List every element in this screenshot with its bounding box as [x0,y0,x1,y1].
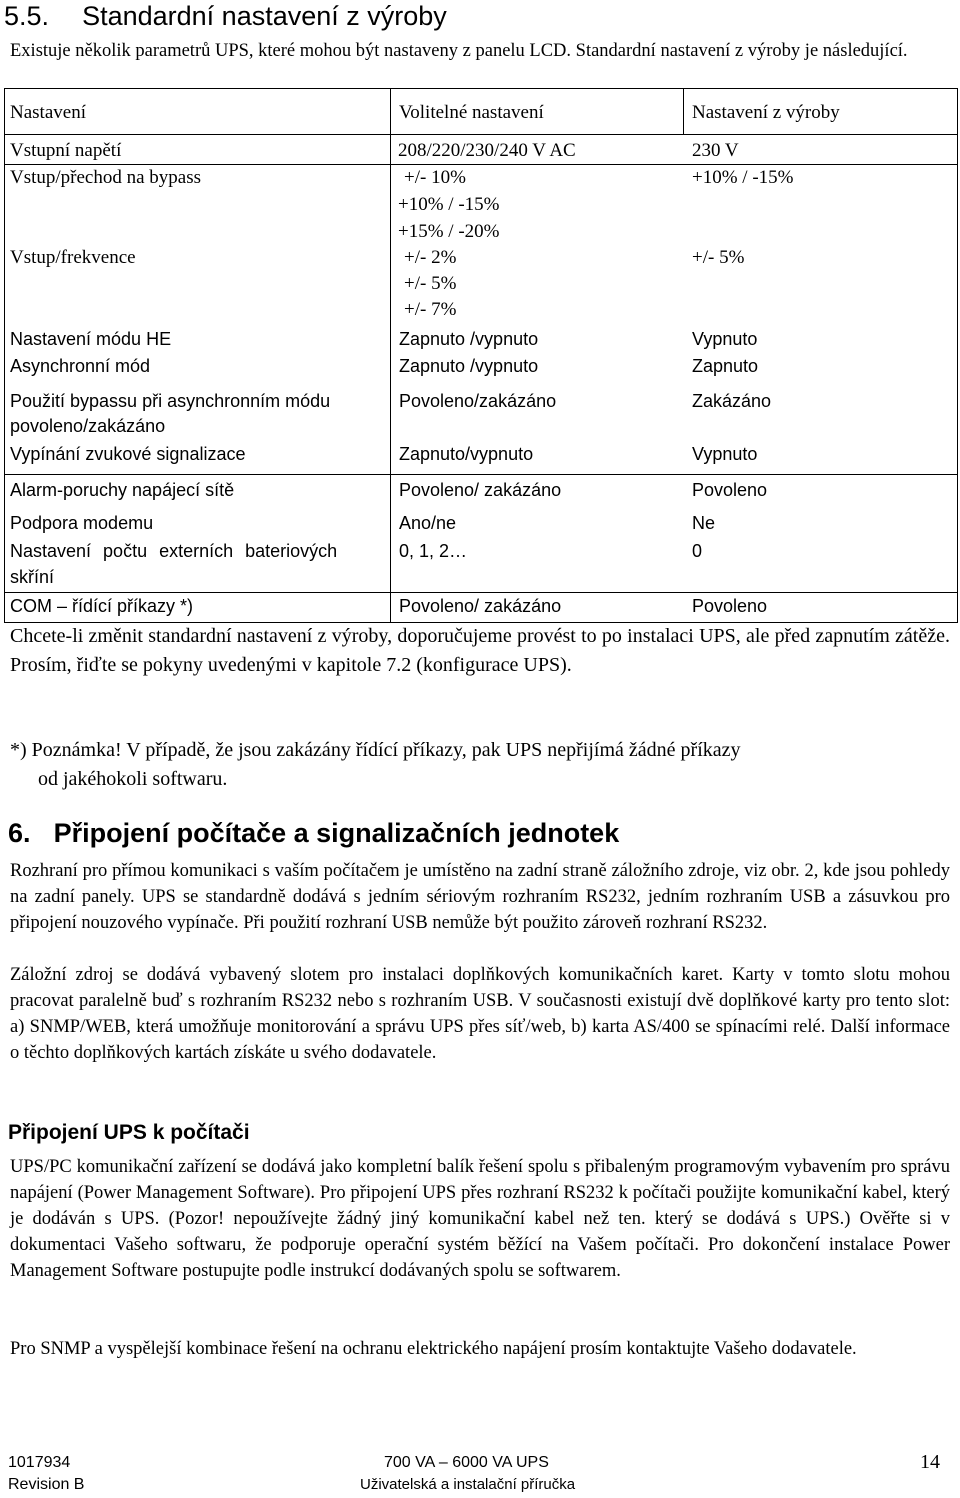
section-heading [4,1,447,31]
row-option: Povoleno/ zakázáno [399,480,562,500]
row-default: Vypnuto [692,329,758,349]
chapter-paragraph-1: Rozhraní pro přímou komunikaci s vaším počítačem je umístěno na zadní straně záložního zdroje, viz obr. 2, kde jsou pohledy na zadní panely. UPS se standardně dodává s jedním sériovým rozhraním RS232, jedním rozhraním USB a zásuvkou pro připojení nouzového vypínače. Při použití rozhraní USB nemůže být použito zároveň rozhraní RS232. [10,861,950,933]
row-option: 0, 1, 2… [399,541,468,561]
row-option: Ano/ne [399,513,457,533]
row-setting: Podpora modemu [10,513,154,533]
row-option: Povoleno/zakázáno [399,391,557,411]
row-option: 208/220/230/240 V AC [398,140,576,161]
chapter-number: 6. [8,818,31,848]
chapter-heading [8,818,619,848]
row-option: +10% / -15% [398,194,500,215]
row-default: Povoleno [692,480,768,500]
row-option: Zapnuto /vypnuto [399,356,539,376]
note [10,736,950,794]
row-default: Ne [692,513,716,533]
row-default: Vypnuto [692,444,758,464]
footer-manual: Uživatelská a instalační příručka [360,1476,576,1493]
row-option: +/- 5% [404,273,457,294]
footer-revision: Revision B [8,1476,85,1493]
factory-settings-table [4,88,958,622]
footer-product: 700 VA – 6000 VA UPS [384,1454,549,1471]
row-option: Zapnuto/vypnuto [399,444,534,464]
row-default: Zapnuto [692,356,759,376]
intro-paragraph: Existuje několik parametrů UPS, které mohou být nastaveny z panelu LCD. Standardní nastavení z výroby je následující. [10,41,908,61]
note-text: V případě, že jsou zakázány řídící příkazy, pak UPS nepřijímá žádné příkazy [126,739,741,761]
row-default: +/- 5% [692,247,745,268]
section-number: 5.5. [4,1,50,31]
row-setting: Asynchronní mód [10,356,151,376]
subsection-heading: Připojení UPS k počítači [8,1121,250,1144]
row-setting: Vstup/frekvence [10,247,136,268]
subsection-paragraph-1: UPS/PC komunikační zařízení se dodává jako kompletní balík řešení spolu s přibaleným programovým vybavením pro správu napájení (Power Management Software). Pro připojení UPS přes rozhraní RS232 k počítači použijte komunikační kabel, který je dodáván s UPS. (Pozor! nepoužívejte žádný jiný komunikační kabel než ten. který se dodává s UPS.) Ověřte si v dokumentaci Vašeho softwaru, že podporuje operační systém běžící na Vašem počítači. Pro dokončení instalace Power Management Software postupujte podle instrukcí dodávaných spolu se softwarem. [10,1157,950,1281]
row-option: +/- 10% [404,167,466,188]
chapter-paragraph-2: Záložní zdroj se dodává vybavený slotem pro instalaci doplňkových komunikačních karet. Karty v tomto slotu mohou pracovat paralelně buď s rozhraním RS232 nebo s rozhraním USB. V současnosti existují dvě doplňkové karty pro tento slot: a) SNMP/WEB, která umožňuje monitorování a správu UPS přes síť/web, b) karta AS/400 se spínacími relé. Další informace o těchto doplňkových kartách získáte u svého dodavatele. [10,965,950,1063]
row-setting: Nastavení počtu externích bateriových [10,541,338,561]
section-title: Standardní nastavení z výroby [82,1,447,31]
note-text-line2: od jakéhokoli softwaru. [38,768,228,790]
footer-doc-number: 1017934 [8,1454,71,1471]
row-default: +10% / -15% [692,167,794,188]
row-default: 230 V [692,140,739,161]
row-option: Zapnuto /vypnuto [399,329,539,349]
after-table-paragraph: Chcete-li změnit standardní nastavení z výroby, doporučujeme provést to po instalaci UPS, ale před zapnutím zátěže. Prosím, řiďte se pokyny uvedenými v kapitole 7.2 (konfigurace UPS). [10,625,950,676]
row-setting-line2: skříní [10,567,55,587]
row-setting: Vypínání zvukové signalizace [10,444,246,464]
page-number: 14 [920,1451,940,1473]
row-setting: Vstupní napětí [10,140,122,161]
header-setting: Nastavení [10,102,86,123]
row-option: Povoleno/ zakázáno [399,596,562,616]
row-setting: Vstup/přechod na bypass [10,167,202,188]
row-option: +/- 7% [404,299,457,320]
chapter-title: Připojení počítače a signalizačních jednotek [53,818,620,848]
row-setting: Alarm-poruchy napájecí sítě [10,480,235,500]
row-default: 0 [692,541,703,561]
row-setting: Nastavení módu HE [10,329,172,349]
subsection-paragraph-2: Pro SNMP a vyspělejší kombinace řešení na ochranu elektrického napájení prosím kontaktujte Vašeho dodavatele. [10,1339,857,1359]
row-option: +15% / -20% [398,221,500,242]
row-default: Povoleno [692,596,768,616]
header-options: Volitelné nastavení [399,102,544,123]
row-option: +/- 2% [404,247,457,268]
row-setting-line2: povoleno/zakázáno [10,416,166,436]
header-default: Nastavení z výroby [692,102,840,123]
row-default: Zakázáno [692,391,772,411]
note-label: *) Poznámka! [10,739,122,761]
row-setting: Použití bypassu při asynchronním módu [10,391,331,411]
row-setting: COM – řídící příkazy *) [10,596,194,616]
